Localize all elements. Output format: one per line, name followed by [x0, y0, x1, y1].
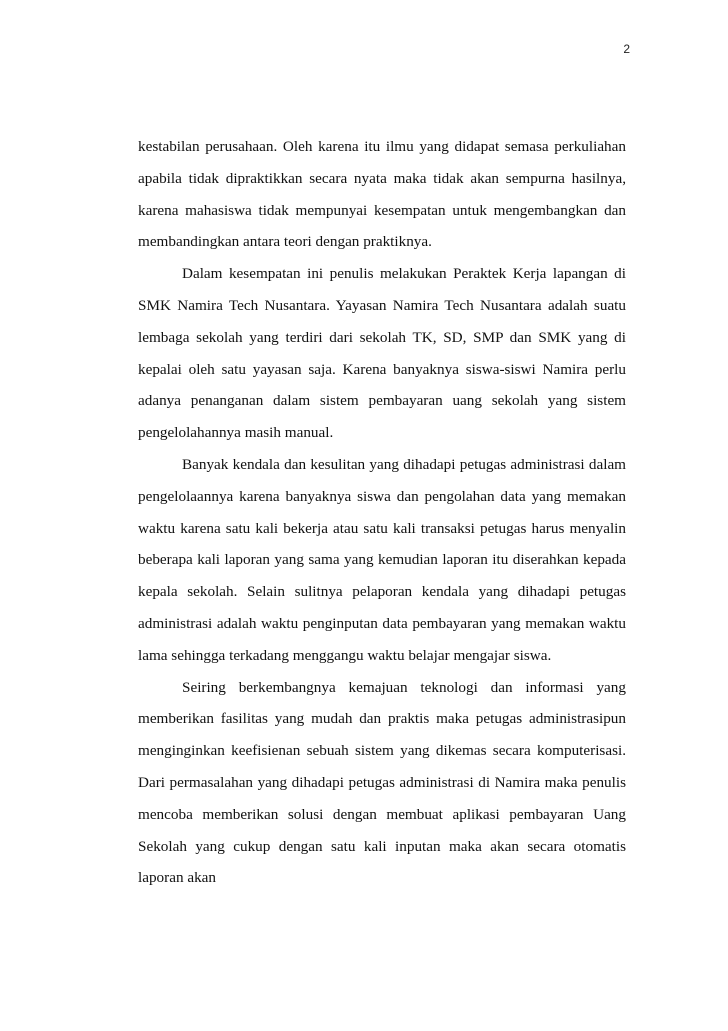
paragraph-3: Banyak kendala dan kesulitan yang dihadapi petugas administrasi dalam pengelolaannya karena banyaknya siswa dan pengolahan data yang memakan waktu karena satu kali bekerja atau satu kali transaksi petugas harus menyalin beberapa kali laporan yang sama yang kemudian laporan itu diserahkan kepada kepala sekolah. Selain sulitnya pelaporan kendala yang dihadapi petugas administrasi adalah waktu penginputan data pembayaran yang memakan waktu lama sehingga terkadang menggangu waktu belajar mengajar siswa. [138, 455, 626, 664]
body-text [138, 131, 626, 894]
page-number: 2 [623, 42, 630, 56]
paragraph-4: Seiring berkembangnya kemajuan teknologi dan informasi yang memberikan fasilitas yang mudah dan praktis maka petugas administrasipun menginginkan keefisienan sebuah sistem yang dikemas secara komputerisasi. Dari permasalahan yang dihadapi petugas administrasi di Namira maka penulis mencoba memberikan solusi dengan membuat aplikasi pembayaran Uang Sekolah yang cukup dengan satu kali inputan maka akan secara otomatis laporan akan [138, 678, 626, 887]
paragraph-2: Dalam kesempatan ini penulis melakukan Peraktek Kerja lapangan di SMK Namira Tech Nusantara. Yayasan Namira Tech Nusantara adalah suatu lembaga sekolah yang terdiri dari sekolah TK, SD, SMP dan SMK yang di kepalai oleh satu yayasan saja. Karena banyaknya siswa-siswi Namira perlu adanya penanganan dalam sistem pembayaran uang sekolah yang sistem pengelolahannya masih manual. [138, 265, 626, 442]
paragraph-1: kestabilan perusahaan. Oleh karena itu ilmu yang didapat semasa perkuliahan apabila tidak dipraktikkan secara nyata maka tidak akan sempurna hasilnya, karena mahasiswa tidak mempunyai kesempatan untuk mengembangkan dan membandingkan antara teori dengan praktiknya. [138, 138, 626, 251]
